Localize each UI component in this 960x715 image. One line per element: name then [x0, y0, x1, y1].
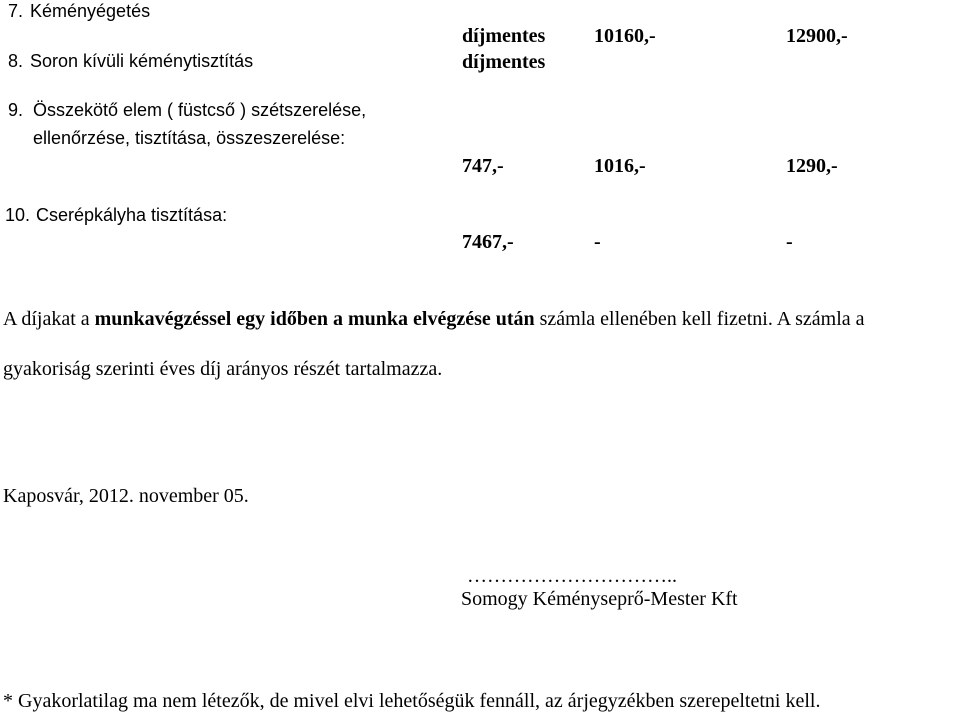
item-7-price-3: 12900,- — [786, 25, 848, 47]
item-9-price-3: 1290,- — [786, 155, 838, 177]
item-10-price-3: - — [786, 231, 793, 253]
item-8-label: Soron kívüli kéménytisztítás — [30, 51, 254, 71]
item-10-price-1: 7467,- — [462, 231, 514, 253]
item-7-label: Kéményégetés — [30, 1, 151, 21]
item-8-number: 8. — [8, 51, 24, 71]
item-9-price-2: 1016,- — [594, 155, 646, 177]
item-9-number: 9. — [8, 100, 24, 120]
payment-note-bold: munkavégzéssel egy időben a munka elvégzése után — [94, 308, 535, 330]
item-10-price-2: - — [594, 231, 601, 253]
footnote: * Gyakorlatilag ma nem létezők, de mivel elvi lehetőségük fennáll, az árjegyzékben szerepeltetni kell. — [3, 690, 821, 712]
place-date: Kaposvár, 2012. november 05. — [3, 485, 249, 507]
item-7-price-1: díjmentes — [462, 25, 546, 47]
payment-note-text-3: számla ellenében kell fizetni. A számla a — [534, 308, 865, 330]
item-7-number: 7. — [8, 1, 24, 21]
signature-dots: ………………………….. — [467, 565, 677, 587]
item-10-number: 10. — [5, 205, 31, 225]
company-name: Somogy Kéményseprő-Mester Kft — [461, 588, 738, 610]
item-9-label-line-1: Összekötő elem ( füstcső ) szétszerelése, — [33, 100, 367, 120]
payment-note-line-1 — [3, 307, 865, 331]
item-9-label-line-2: ellenőrzése, tisztítása, összeszerelése: — [33, 128, 346, 148]
payment-note-line-2: gyakoriság szerinti éves díj arányos részét tartalmazza. — [3, 358, 443, 380]
item-8-price-1: díjmentes — [462, 51, 546, 73]
payment-note-text-1: A díjakat a — [3, 308, 95, 330]
item-10-label: Cserépkályha tisztítása: — [36, 205, 228, 225]
item-7-price-2: 10160,- — [594, 25, 656, 47]
item-9-price-1: 747,- — [462, 155, 504, 177]
